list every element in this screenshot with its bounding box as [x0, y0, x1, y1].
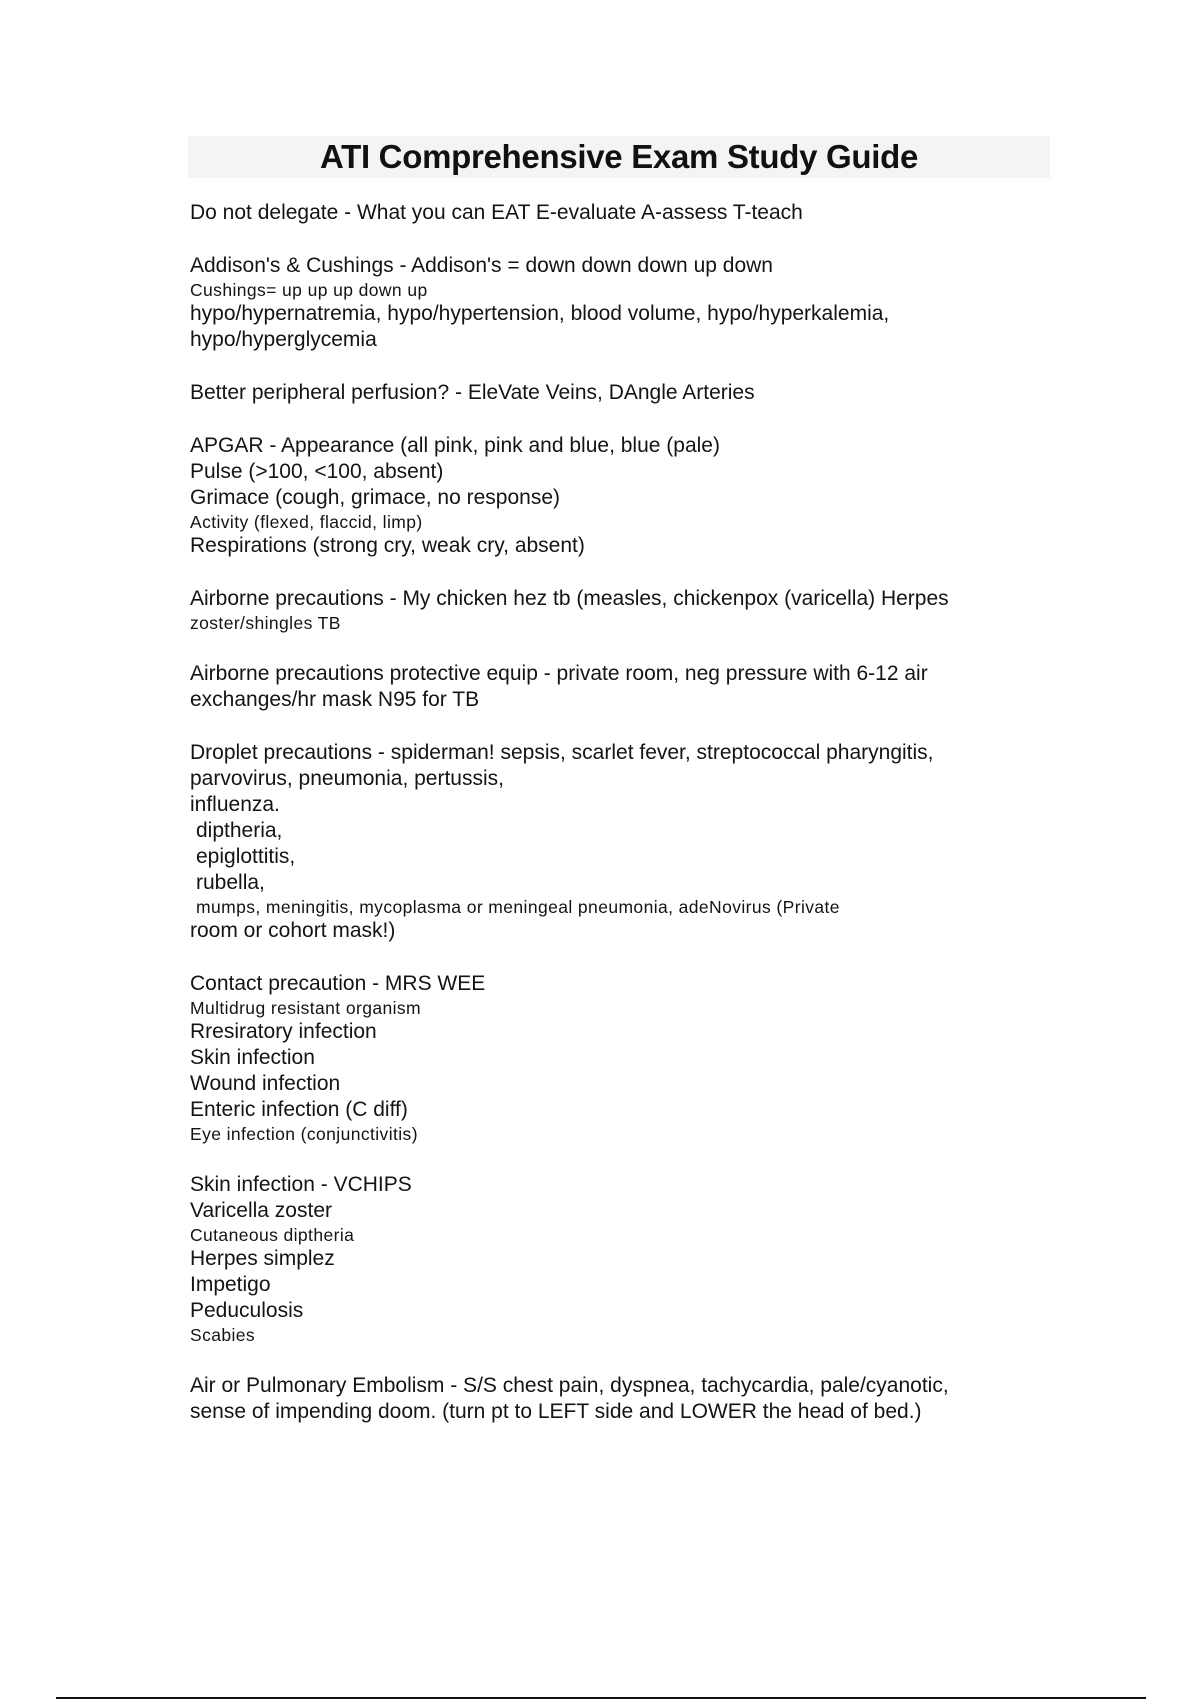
document-body	[190, 200, 1050, 1452]
text-line: Respirations (strong cry, weak cry, absent)	[190, 534, 585, 557]
text-line: Airborne precautions - My chicken hez tb (measles, chickenpox (varicella) Herpes	[190, 587, 949, 610]
text-line: Peduculosis	[190, 1299, 304, 1322]
text-line: parvovirus, pneumonia, pertussis,	[190, 767, 504, 790]
block-do-not-delegate	[190, 200, 1050, 226]
text-line: Air or Pulmonary Embolism - S/S chest pain, dyspnea, tachycardia, pale/cyanotic,	[190, 1374, 949, 1397]
text-line: Multidrug resistant organism	[190, 998, 422, 1018]
block-airborne-equipment	[190, 661, 1050, 713]
text-line: Better peripheral perfusion? - EleVate Veins, DAngle Arteries	[190, 381, 755, 404]
text-line: Varicella zoster	[190, 1199, 332, 1222]
text-line: Rresiratory infection	[190, 1020, 377, 1043]
text-line: Eye infection (conjunctivitis)	[190, 1124, 418, 1144]
footer-divider	[56, 1697, 1146, 1699]
text-line: Impetigo	[190, 1273, 271, 1296]
text-line: Enteric infection (C diff)	[190, 1098, 408, 1121]
text-line: Addison's & Cushings - Addison's = down down down up down	[190, 254, 773, 277]
text-line: epiglottitis,	[196, 845, 296, 868]
text-line: Scabies	[190, 1325, 256, 1345]
text-line: diptheria,	[196, 819, 283, 842]
text-line: Cushings= up up up down up	[190, 280, 428, 300]
text-line: Herpes simplez	[190, 1247, 335, 1270]
text-line: zoster/shingles TB	[190, 613, 341, 633]
text-line: Skin infection	[190, 1046, 315, 1069]
text-line: mumps, meningitis, mycoplasma or meningeal pneumonia, adeNovirus (Private	[196, 897, 840, 917]
block-apgar	[190, 433, 1050, 559]
block-skin-infection	[190, 1172, 1050, 1346]
block-contact-precaution	[190, 971, 1050, 1145]
text-line: rubella,	[196, 871, 265, 894]
text-line: room or cohort mask!)	[190, 919, 396, 942]
text-line: Cutaneous diptheria	[190, 1225, 355, 1245]
text-line: Grimace (cough, grimace, no response)	[190, 486, 560, 509]
text-line: hypo/hypernatremia, hypo/hypertension, blood volume, hypo/hyperkalemia,	[190, 302, 890, 325]
text-line: Pulse (>100, <100, absent)	[190, 460, 444, 483]
text-line: Do not delegate - What you can EAT E-evaluate A-assess T-teach	[190, 201, 803, 224]
block-airborne-precautions	[190, 586, 1050, 634]
text-line: Wound infection	[190, 1072, 341, 1095]
block-peripheral-perfusion	[190, 380, 1050, 406]
text-line: sense of impending doom. (turn pt to LEFT side and LOWER the head of bed.)	[190, 1400, 922, 1423]
text-line: exchanges/hr mask N95 for TB	[190, 688, 480, 711]
block-droplet-precautions	[190, 740, 1050, 944]
text-line: Droplet precautions - spiderman! sepsis, scarlet fever, streptococcal pharyngitis,	[190, 741, 934, 764]
text-line: Skin infection - VCHIPS	[190, 1173, 412, 1196]
text-line: Airborne precautions protective equip - private room, neg pressure with 6-12 air	[190, 662, 928, 685]
text-line: Contact precaution - MRS WEE	[190, 972, 486, 995]
text-line: influenza.	[190, 793, 280, 816]
block-addisons-cushings	[190, 253, 1050, 353]
text-line: hypo/hyperglycemia	[190, 328, 377, 351]
text-line: APGAR - Appearance (all pink, pink and blue, blue (pale)	[190, 434, 720, 457]
block-embolism	[190, 1373, 1050, 1425]
text-line: Activity (flexed, flaccid, limp)	[190, 512, 423, 532]
page-title: ATI Comprehensive Exam Study Guide	[320, 138, 918, 175]
